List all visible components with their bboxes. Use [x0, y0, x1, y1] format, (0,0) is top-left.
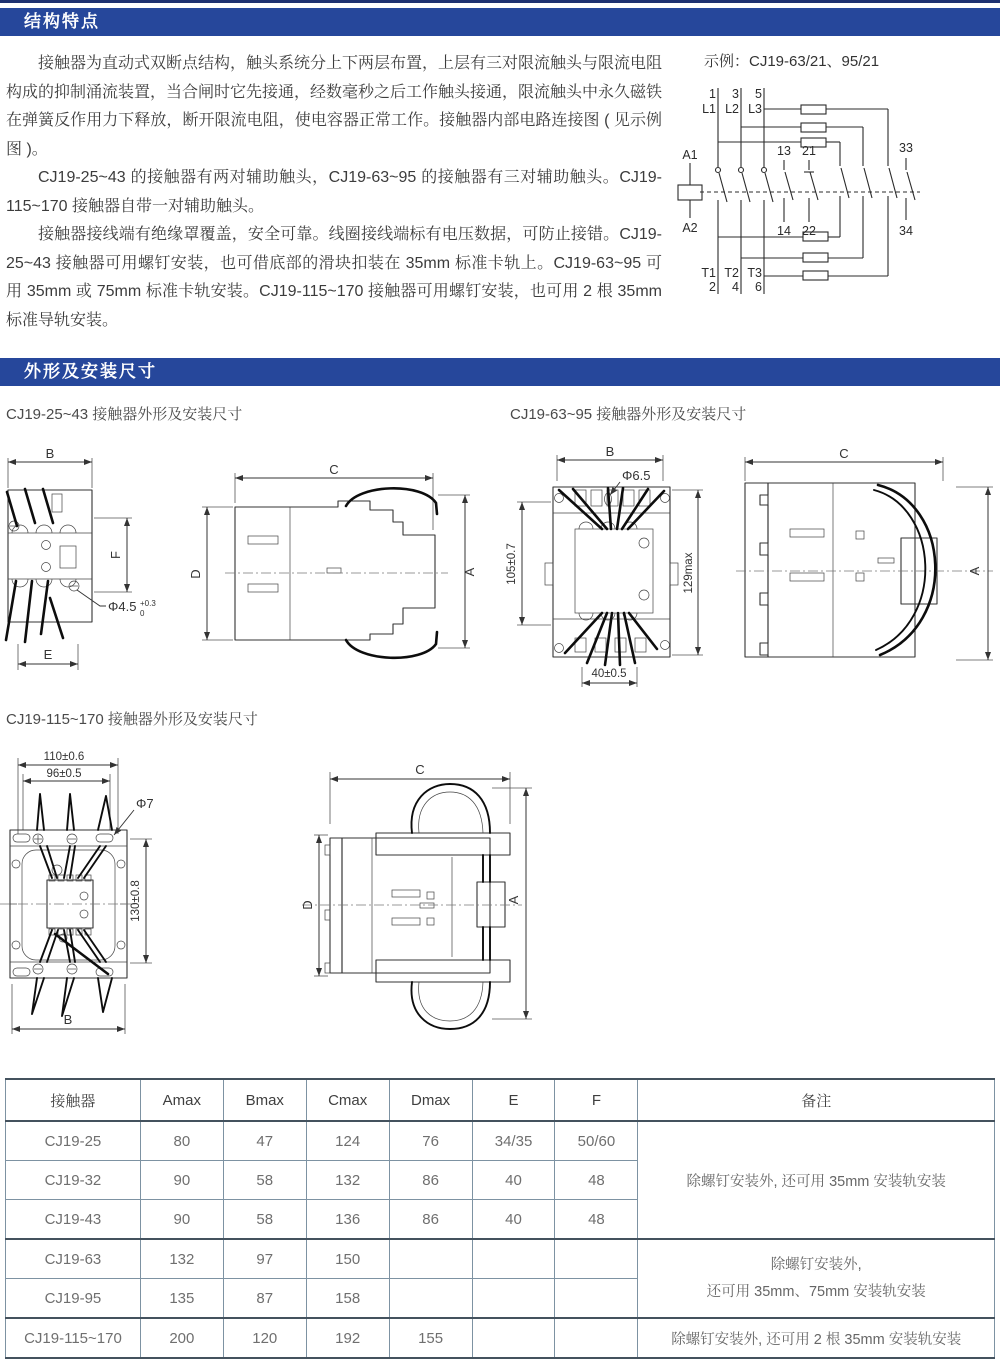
cell-amax: 80	[140, 1121, 223, 1161]
front-view-cj19-25-43	[0, 448, 185, 696]
contactor-body	[0, 830, 135, 978]
table-header-row	[6, 1079, 995, 1121]
column-header-bmax: Bmax	[223, 1079, 306, 1121]
section-header-structure	[0, 8, 1000, 36]
cell-amax: 132	[140, 1239, 223, 1279]
remarks-group-3: 除螺钉安装外, 还可用 2 根 35mm 安装轨安装	[638, 1318, 995, 1358]
svg-text:6: 6	[755, 280, 762, 294]
svg-text:3: 3	[732, 87, 739, 101]
cell-amax: 90	[140, 1200, 223, 1240]
contactor-body	[225, 501, 448, 640]
cell-dmax: 76	[389, 1121, 472, 1161]
cell-e: 34/35	[472, 1121, 555, 1161]
svg-text:13: 13	[777, 144, 791, 158]
remarks-line: 还可用 35mm、75mm 安装轨安装	[706, 1283, 926, 1300]
contactor-body	[545, 487, 678, 657]
cell-amax: 200	[140, 1318, 223, 1358]
cell-bmax: 47	[223, 1121, 306, 1161]
front-view-cj19-63-95	[505, 443, 720, 693]
cell-bmax: 97	[223, 1239, 306, 1279]
table-row	[6, 1121, 995, 1161]
dim-label-c: C	[839, 446, 849, 461]
diagram-bottom-terminal-labels	[701, 266, 762, 294]
column-header-dmax: Dmax	[389, 1079, 472, 1121]
hole-leader-line	[114, 810, 134, 835]
remarks-group-2	[638, 1239, 995, 1318]
cell-cmax: 158	[306, 1279, 389, 1319]
dim-label-a: A	[506, 895, 521, 905]
svg-text:A1: A1	[682, 148, 698, 162]
section-title: 结构特点	[24, 12, 100, 31]
hole-leader-line	[610, 482, 620, 495]
structure-text-block	[6, 50, 662, 335]
wire-leads	[32, 794, 112, 1016]
cell-dmax	[389, 1279, 472, 1319]
cell-cmax: 136	[306, 1200, 389, 1240]
dim-label-130: 130±0.8	[130, 880, 142, 922]
dim-label-b: B	[63, 1012, 73, 1027]
dim-label-b: B	[605, 444, 615, 459]
side-view-cj19-63-95	[728, 443, 998, 678]
cell-e	[472, 1279, 555, 1319]
dim-label-hole-4-5: Φ4.5	[108, 599, 137, 614]
paragraph-2: CJ19-25~43 的接触器有两对辅助触头，CJ19-63~95 的接触器有三对辅助触头。CJ19-115~170 接触器自带一对辅助触头。	[6, 169, 662, 215]
cell-bmax: 87	[223, 1279, 306, 1319]
cell-model: CJ19-25	[6, 1121, 141, 1161]
drawing-label-cj19-115-170: CJ19-115~170 接触器外形及安装尺寸	[6, 711, 258, 728]
cell-f: 50/60	[555, 1121, 638, 1161]
dim-label-96: 96±0.5	[46, 768, 82, 780]
cell-cmax: 132	[306, 1161, 389, 1200]
cell-e: 40	[472, 1200, 555, 1240]
dim-label-105: 105±0.7	[506, 543, 518, 585]
cell-f: 48	[555, 1161, 638, 1200]
svg-text:L3: L3	[748, 102, 762, 116]
dim-label-e: E	[43, 647, 53, 662]
auxiliary-contact-labels	[777, 141, 913, 238]
cell-e	[472, 1239, 555, 1279]
cell-cmax: 150	[306, 1239, 389, 1279]
svg-text:4: 4	[732, 280, 739, 294]
table-row	[6, 1318, 995, 1358]
cell-f	[555, 1279, 638, 1319]
side-view-cj19-115-170	[292, 742, 542, 1037]
svg-text:A2: A2	[682, 221, 698, 235]
table-row	[6, 1239, 995, 1279]
cell-dmax: 86	[389, 1200, 472, 1240]
column-header-cmax: Cmax	[306, 1079, 389, 1121]
dim-label-a: A	[967, 566, 982, 576]
paragraph-1: 接触器为直动式双断点结构，触头系统分上下两层布置，上层有三对限流触头与限流电阻构成的抑制涌流装置，当合闸时它先接通，经数毫秒之后工作触头接通，限流触头中永久磁铁在弹簧反作用力下释放，断开限流电阻，使电容器正常工作。接触器内部电路连接图 ( 见示例图 )。	[6, 55, 663, 158]
dim-label-40: 40±0.5	[591, 668, 627, 680]
dim-label-hole-7: Φ7	[136, 796, 154, 811]
diagram-title: 示例：CJ19-63/21、95/21	[704, 53, 880, 70]
svg-text:L2: L2	[725, 102, 739, 116]
cell-model: CJ19-95	[6, 1279, 141, 1319]
cell-bmax: 58	[223, 1200, 306, 1240]
dim-label-c: C	[415, 762, 425, 777]
cell-amax: 90	[140, 1161, 223, 1200]
page-top-strip	[0, 0, 1000, 3]
svg-text:5: 5	[755, 87, 762, 101]
cell-bmax: 58	[223, 1161, 306, 1200]
column-header-amax: Amax	[140, 1079, 223, 1121]
svg-text:T1: T1	[701, 266, 716, 280]
cell-e: 40	[472, 1161, 555, 1200]
coil-symbol	[678, 148, 702, 235]
cell-dmax: 155	[389, 1318, 472, 1358]
cell-model: CJ19-63	[6, 1239, 141, 1279]
svg-text:22: 22	[802, 224, 816, 238]
wire-loops	[874, 485, 935, 655]
section-title: 外形及安装尺寸	[24, 362, 157, 381]
cell-f	[555, 1318, 638, 1358]
column-header-model: 接触器	[6, 1079, 141, 1121]
contactor-body	[736, 483, 993, 657]
cell-model: CJ19-32	[6, 1161, 141, 1200]
dim-label-110: 110±0.6	[43, 751, 85, 763]
dimensions-table	[5, 1078, 995, 1359]
svg-text:33: 33	[899, 141, 913, 155]
svg-text:2: 2	[709, 280, 716, 294]
wire-loops	[411, 784, 490, 1029]
svg-text:T2: T2	[724, 266, 739, 280]
dim-label-hole-tolerance-upper: +0.3	[140, 599, 156, 608]
cell-model: CJ19-115~170	[6, 1318, 141, 1358]
dim-label-hole-tolerance-lower: 0	[140, 609, 145, 618]
main-pole-contacts	[716, 88, 774, 294]
dim-label-d: D	[188, 569, 203, 579]
front-view-cj19-115-170	[0, 742, 170, 1037]
dim-label-b: B	[45, 446, 55, 461]
svg-text:34: 34	[899, 224, 913, 238]
svg-text:1: 1	[709, 87, 716, 101]
dim-label-a: A	[462, 567, 477, 577]
dim-label-c: C	[329, 462, 339, 477]
drawing-label-cj19-25-43: CJ19-25~43 接触器外形及安装尺寸	[6, 406, 243, 423]
side-view-cj19-25-43	[190, 448, 480, 663]
cell-dmax: 86	[389, 1161, 472, 1200]
remarks-line: 除螺钉安装外,	[770, 1257, 862, 1274]
column-header-remarks: 备注	[638, 1079, 995, 1121]
svg-text:14: 14	[777, 224, 791, 238]
dim-label-f: F	[108, 551, 123, 559]
cell-cmax: 192	[306, 1318, 389, 1358]
svg-text:21: 21	[802, 144, 816, 158]
cell-f: 48	[555, 1200, 638, 1240]
cell-e	[472, 1318, 555, 1358]
svg-text:L1: L1	[702, 102, 716, 116]
column-header-e: E	[472, 1079, 555, 1121]
wiring-example-diagram	[666, 42, 998, 344]
column-header-f: F	[555, 1079, 638, 1121]
contactor-body	[302, 833, 522, 982]
cell-f	[555, 1239, 638, 1279]
cell-amax: 135	[140, 1279, 223, 1319]
drawing-label-cj19-63-95: CJ19-63~95 接触器外形及安装尺寸	[510, 406, 747, 423]
cell-bmax: 120	[223, 1318, 306, 1358]
section-header-dimensions	[0, 358, 1000, 386]
diagram-top-terminal-labels	[702, 87, 762, 116]
cell-model: CJ19-43	[6, 1200, 141, 1240]
paragraph-3: 接触器接线端有绝缘罩覆盖，安全可靠。线圈接线端标有电压数据，可防止接错。CJ19-25~43 接触器可用螺钉安装，也可借底部的滑块扣装在 35mm 标准卡轨上。CJ19-63~95 可用 35mm 或 75mm 标准卡轨安装。CJ19-115~170 接触器可用螺钉安装，也可用 2 根 35mm 标准导轨安装。	[6, 226, 662, 329]
dim-label-129max: 129max	[683, 552, 695, 594]
remarks-group-1: 除螺钉安装外, 还可用 35mm 安装轨安装	[638, 1121, 995, 1239]
cell-dmax	[389, 1239, 472, 1279]
cell-cmax: 124	[306, 1121, 389, 1161]
dim-label-d: D	[300, 900, 315, 910]
svg-text:T3: T3	[747, 266, 762, 280]
dim-label-hole-6-5: Φ6.5	[622, 468, 651, 483]
